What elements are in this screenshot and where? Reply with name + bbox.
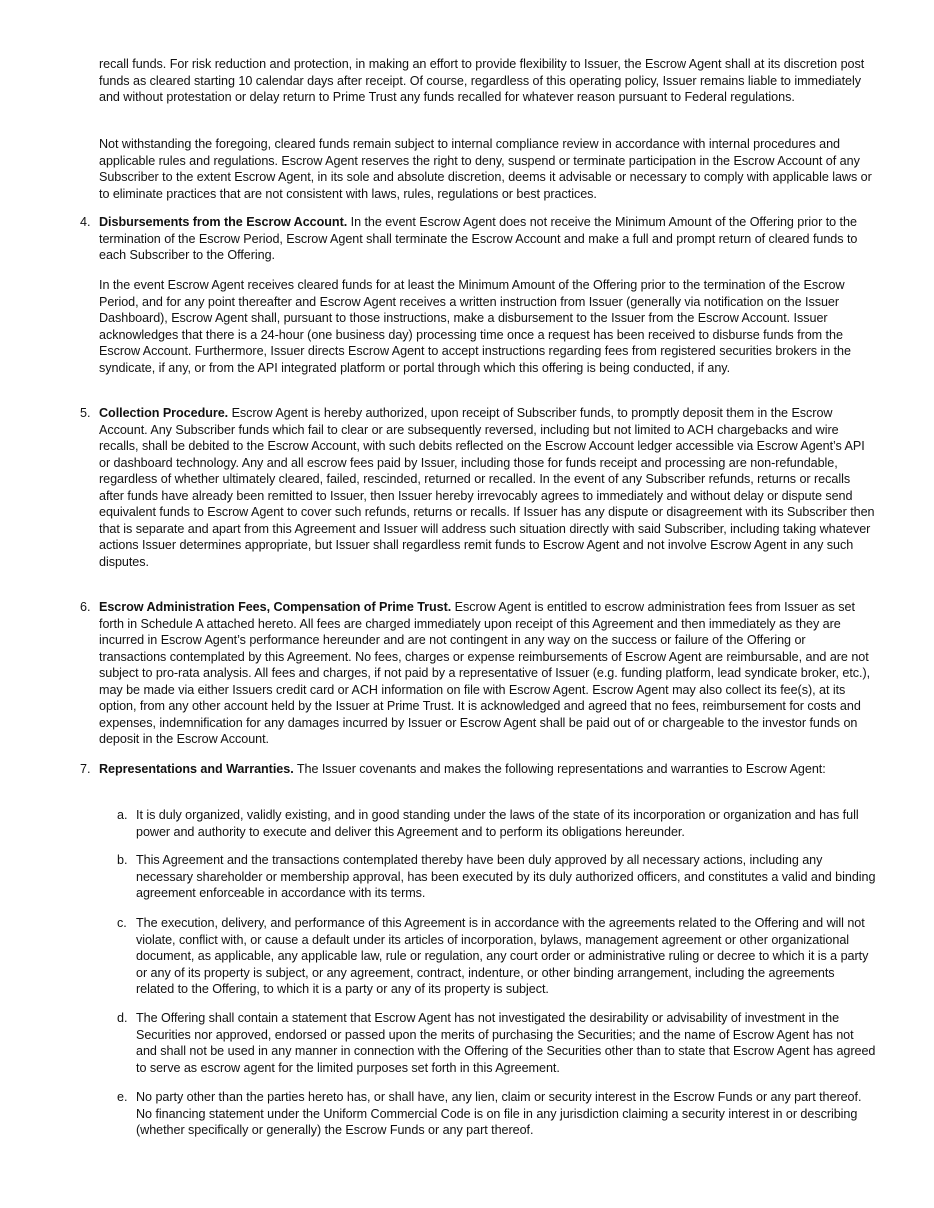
subitem-e-text: No party other than the parties hereto has, or shall have, any lien, claim or security interest in the Escrow Funds or any part thereof. No financing statement under the Uniform Commercial Code is on file in any jurisdiction claiming a security interest in or describing (whether specifically or generally) the Escrow Funds or any part thereof. [136, 1090, 862, 1137]
section-7-number: 7. [80, 762, 91, 776]
subitem-e-letter: e. [117, 1090, 128, 1104]
section-7-paragraph [99, 761, 875, 778]
subitem-a-letter: a. [117, 808, 128, 822]
section-6-paragraph [99, 599, 875, 748]
section-5-heading: Collection Procedure. [99, 406, 229, 420]
section-7-text: The Issuer covenants and makes the following representations and warranties to Escrow Agent: [293, 762, 826, 776]
section-4-paragraph [99, 214, 875, 264]
subitem-c-letter: c. [117, 916, 127, 930]
subitem-b-text: This Agreement and the transactions contemplated thereby have been duly approved by all necessary actions, including any necessary shareholder or membership approval, has been executed by its duly authorized officers, and constitutes a valid and binding agreement enforceable in accordance with its terms. [136, 853, 876, 900]
subitem-a-text: It is duly organized, validly existing, and in good standing under the laws of the state of its incorporation or organization and has full power and authority to execute and deliver this Agreement and to perform its obligations hereunder. [136, 808, 859, 839]
section-5-text: Escrow Agent is hereby authorized, upon receipt of Subscriber funds, to promptly deposit them in the Escrow Account. Any Subscriber funds which fail to clear or are subsequently reversed, including but not limited to ACH chargebacks and wire recalls, shall be debited to the Escrow Account, with such debits reflected on the Escrow Account ledger accessible via Escrow Agent’s API or dashboard technology. Any and all escrow fees paid by Issuer, including those for funds receipt and processing are non-refundable, regardless of whether ultimately cleared, failed, rescinded, returned or recalled. In the event of any Subscriber refunds, returns or recalls after funds have already been remitted to Issuer, then Issuer hereby irrevocably agrees to immediately and without delay or dispute send equivalent funds to Escrow Agent to cover such refunds, returns or recalls. If Issuer has any dispute or disagreement with its Subscriber then that is separate and apart from this Agreement and Issuer will address such situation directly with said Subscriber, including taking whatever actions Issuer determines appropriate, but Issuer shall regardless remit funds to Escrow Agent and not involve Escrow Agent in any such disputes. [99, 406, 875, 569]
section-6-number: 6. [80, 600, 91, 614]
subitem-d-text: The Offering shall contain a statement that Escrow Agent has not investigated the desirability or advisability of investment in the Securities nor approved, endorsed or passed upon the merits of purchasing the Securities; and the name of Escrow Agent has not and shall not be used in any manner in connection with the Offering of the Securities other than to state that Escrow Agent has agreed to serve as escrow agent for the limited purposes set forth in this Agreement. [136, 1011, 876, 1075]
section-6-text: Escrow Agent is entitled to escrow administration fees from Issuer as set forth in Schedule A attached hereto. All fees are charged immediately upon receipt of this Agreement and then immediately as they are incurred in Escrow Agent’s performance hereunder and are not contingent in any way on the success or failure of the Offering or transactions contemplated by this Agreement. No fees, charges or expense reimbursements of Escrow Agent are reimbursable, and are not subject to pro-rata analysis. All fees and charges, if not paid by a representative of Issuer (e.g. funding platform, lead syndicate broker, etc.), may be made via either Issuers credit card or ACH information on file with Escrow Agent. Escrow Agent may also collect its fee(s), at its option, from any other account held by the Issuer at Prime Trust. It is acknowledged and agreed that no fees, reimbursement for costs and expenses, indemnification for any damages incurred by Issuer or Escrow Agent shall be paid out of or chargeable to the investor funds on deposit in the Escrow Account. [99, 600, 871, 746]
section-4-heading: Disbursements from the Escrow Account. [99, 215, 348, 229]
section-4-number: 4. [80, 215, 91, 229]
section-7-heading: Representations and Warranties. [99, 762, 294, 776]
section-5-paragraph [99, 405, 875, 570]
subitem-d-letter: d. [117, 1011, 128, 1025]
subitem-b-letter: b. [117, 853, 128, 867]
section-5-number: 5. [80, 406, 91, 420]
subitem-c-text: The execution, delivery, and performance of this Agreement is in accordance with the agreements related to the Offering and will not violate, conflict with, or cause a default under its articles of incorporation, bylaws, management agreement or other organizational document, as applicable, any applicable law, rule or regulation, any court order or administrative ruling or decree to which it is a party or any of its property is subject, or any agreement, contract, indenture, or other binding arrangement, including the agreements related to the Offering, to which it is a party or any of its property is subject. [136, 916, 869, 996]
section-4-extra-paragraph: In the event Escrow Agent receives cleared funds for at least the Minimum Amount of the Offering prior to the termination of the Escrow Period, and for any point thereafter and Escrow Agent receives a written instruction from Issuer (generally via notification on the Issuer Dashboard), Escrow Agent shall, pursuant to those instructions, make a disbursement to the Issuer from the Escrow Account. Issuer acknowledges that there is a 24-hour (one business day) processing time once a request has been received to disburse funds from the Escrow Account. Furthermore, Issuer directs Escrow Agent to accept instructions regarding fees from registered securities brokers in the syndicate, if any, or from the API integrated platform or portal through which this offering is being conducted, if any. [99, 278, 851, 375]
section-4-text: In the event Escrow Agent does not receive the Minimum Amount of the Offering prior to the termination of the Escrow Period, Escrow Agent shall terminate the Escrow Account and make a full and prompt return of cleared funds to each Subscriber to the Offering. [99, 215, 858, 262]
intro-paragraph-2: Not withstanding the foregoing, cleared funds remain subject to internal compliance review in accordance with internal procedures and applicable rules and regulations. Escrow Agent reserves the right to deny, suspend or terminate participation in the Escrow Account of any Subscriber to the extent Escrow Agent, in its sole and absolute discretion, deems it advisable or necessary to comply with applicable laws or to eliminate practices that are not consistent with laws, rules, regulations or best practices. [99, 137, 872, 201]
section-6-heading: Escrow Administration Fees, Compensation of Prime Trust. [99, 600, 452, 614]
intro-paragraph-1: recall funds. For risk reduction and protection, in making an effort to provide flexibility to Issuer, the Escrow Agent shall at its discretion post funds as cleared starting 10 calendar days after receipt. Of course, regardless of this operating policy, Issuer remains liable to immediately and without protestation or delay return to Prime Trust any funds recalled for whatever reason pursuant to Federal regulations. [99, 57, 865, 104]
